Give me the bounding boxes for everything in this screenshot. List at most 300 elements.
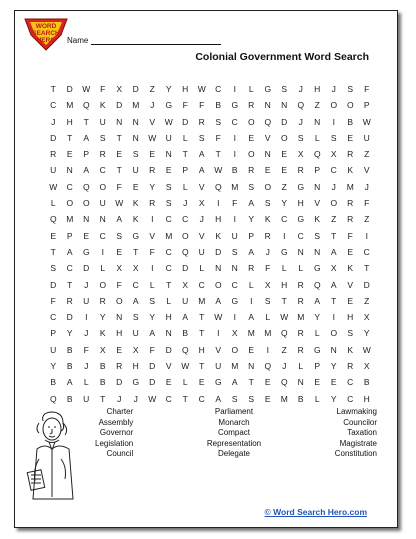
grid-letter: T [67,279,73,290]
grid-letter: R [50,149,57,160]
grid-letter: S [347,328,354,339]
grid-letter: U [83,393,90,404]
grid-letter: E [264,165,271,176]
grid-letter: R [297,328,304,339]
grid-letter: H [281,279,288,290]
grid-letter: E [314,377,321,388]
grid-letter: Q [280,328,288,339]
grid-letter: C [165,246,172,257]
grid-letter: G [132,377,140,388]
grid-letter: F [364,198,370,209]
grid-letter: J [282,361,287,372]
grid-letter: A [83,132,90,143]
grid-letter: K [264,214,271,225]
grid-letter: L [248,84,254,94]
grid-letter: A [116,214,123,225]
grid-letter: G [231,295,239,306]
grid-letter: A [83,165,90,176]
grid-letter: L [314,393,320,404]
grid-letter: I [233,132,236,143]
grid-letter: W [362,116,371,127]
grid-letter: K [99,100,106,111]
grid-letter: N [264,100,271,111]
grid-letter: C [347,377,354,388]
grid-letter: W [49,181,58,192]
grid-letter: X [116,84,123,94]
grid-letter: A [231,377,238,388]
grid-letter: E [330,377,337,388]
grid-letter: C [347,393,354,404]
grid-letter: U [231,230,238,241]
grid-letter: T [116,132,122,143]
grid-letter: E [347,295,354,306]
grid-letter: L [83,377,89,388]
grid-letter: X [198,198,205,209]
grid-letter: O [247,116,255,127]
grid-letter: R [248,263,255,274]
grid-letter: W [181,361,190,372]
grid-letter: C [165,393,172,404]
grid-letter: F [83,344,89,355]
grid-letter: C [231,279,238,290]
grid-letter: I [283,230,286,241]
word-list-item: Charter [106,407,134,416]
wordsearchhero-link[interactable]: © Word Search Hero.com [264,507,367,517]
grid-letter: S [231,393,238,404]
word-list-item: Representation [206,438,262,448]
grid-letter: U [198,246,205,257]
grid-letter: J [84,279,89,290]
grid-letter: I [266,344,269,355]
grid-letter: E [248,344,255,355]
grid-letter: H [363,393,370,404]
grid-letter: Z [314,100,320,111]
grid-letter: A [248,198,255,209]
grid-letter: K [132,198,139,209]
word-list-column-3 [335,407,377,460]
grid-letter: D [165,344,172,355]
grid-letter: A [330,246,337,257]
grid-letter: C [50,312,57,323]
grid-letter: M [264,328,272,339]
grid-letter: S [264,295,271,306]
grid-letter: Y [149,181,156,192]
grid-letter: F [116,181,122,192]
grid-letter: N [297,246,304,257]
grid-letter: R [347,214,354,225]
grid-letter: T [133,246,139,257]
grid-letter: W [82,84,91,94]
grid-letter: E [281,149,288,160]
grid-letter: T [199,361,205,372]
grid-letter: F [50,295,56,306]
grid-letter: F [347,230,353,241]
grid-letter: C [215,84,222,94]
grid-letter: X [132,263,139,274]
grid-letter: J [84,361,89,372]
grid-letter: Z [281,344,287,355]
grid-letter: E [264,377,271,388]
grid-letter: B [363,377,370,388]
grid-letter: F [149,344,155,355]
grid-letter: Y [66,328,73,339]
grid-letter: O [280,132,288,143]
grid-letter: V [165,361,172,372]
grid-letter: I [217,198,220,209]
grid-letter: N [83,214,90,225]
grid-letter: B [347,116,354,127]
grid-letter: O [99,181,107,192]
grid-letter: E [165,165,172,176]
grid-letter: R [248,165,255,176]
grid-letter: T [281,295,287,306]
grid-letter: M [231,361,239,372]
grid-letter: I [151,263,154,274]
grid-letter: S [264,198,271,209]
grid-letter: S [330,132,337,143]
grid-letter: B [182,328,189,339]
grid-letter: Y [330,393,337,404]
grid-letter: Z [364,149,370,160]
grid-letter: E [83,230,90,241]
grid-letter: B [66,344,73,355]
grid-letter: J [364,181,369,192]
grid-letter: Y [363,328,370,339]
grid-letter: G [264,84,272,94]
grid-letter: F [232,198,238,209]
grid-letter: Q [280,377,288,388]
grid-letter: I [233,214,236,225]
grid-letter: U [215,361,222,372]
grid-letter: C [330,165,337,176]
grid-letter: R [116,361,123,372]
grid-letter: T [182,393,188,404]
grid-letter: A [66,377,73,388]
grid-letter: O [214,279,222,290]
grid-letter: E [281,165,288,176]
grid-letter: N [132,132,139,143]
grid-letter: K [347,344,354,355]
grid-letter: B [297,393,304,404]
grid-letter: R [149,165,156,176]
grid-letter: S [347,84,354,94]
grid-letter: C [281,214,288,225]
grid-letter: W [280,312,289,323]
grid-letter: D [50,279,57,290]
worksheet-page [14,10,398,528]
grid-letter: V [314,198,321,209]
grid-letter: V [264,132,271,143]
grid-letter: U [363,132,370,143]
grid-letter: J [331,84,336,94]
grid-letter: T [199,312,205,323]
grid-letter: I [233,149,236,160]
grid-letter: N [132,116,139,127]
grid-letter: W [148,393,157,404]
grid-letter: W [115,198,124,209]
grid-letter: C [198,279,205,290]
grid-letter: X [363,361,370,372]
grid-letter: S [132,312,139,323]
logo-text-hero: HERO [36,37,56,44]
grid-letter: X [116,263,123,274]
word-list-item: Council [106,449,134,459]
grid-letter: G [231,100,239,111]
grid-letter: T [331,230,337,241]
grid-letter: R [149,198,156,209]
grid-letter: U [132,165,139,176]
grid-letter: E [165,377,172,388]
grid-letter: T [116,165,122,176]
grid-letter: S [215,116,222,127]
grid-letter: A [132,295,139,306]
colonial-figure-illustration [25,409,81,505]
grid-letter: A [314,295,321,306]
grid-letter: U [50,165,57,176]
grid-letter: P [83,149,90,160]
grid-letter: Y [248,214,255,225]
grid-letter: R [66,295,73,306]
grid-letter: D [182,116,189,127]
grid-letter: C [50,100,57,111]
grid-letter: J [51,116,56,127]
grid-letter: O [346,100,354,111]
grid-letter: J [298,116,303,127]
grid-letter: V [363,165,370,176]
grid-letter: O [247,149,255,160]
grid-letter: Q [82,100,90,111]
word-list-item: Councilor [343,417,377,427]
grid-letter: S [149,295,156,306]
grid-letter: U [99,116,106,127]
grid-letter: J [117,393,122,404]
word-list-item: Delegate [217,449,250,459]
grid-letter: A [149,328,156,339]
grid-letter: K [132,214,139,225]
grid-letter: Z [149,84,155,94]
grid-letter: F [116,279,122,290]
word-search-hero-logo [21,17,71,51]
grid-letter: G [280,246,288,257]
grid-letter: H [116,328,123,339]
grid-letter: L [182,377,188,388]
grid-letter: O [99,279,107,290]
grid-letter: A [66,246,73,257]
grid-letter: R [99,149,106,160]
grid-letter: Y [99,312,106,323]
grid-letter: V [198,181,205,192]
grid-letter: W [214,165,223,176]
grid-letter: W [148,132,157,143]
grid-letter: O [181,230,189,241]
grid-letter: P [314,361,321,372]
grid-letter: H [314,84,321,94]
grid-letter: V [347,279,354,290]
grid-letter: R [297,344,304,355]
grid-letter: T [364,263,370,274]
grid-letter: N [116,312,123,323]
grid-letter: L [248,279,254,290]
grid-letter: N [281,100,288,111]
grid-letter: D [116,100,123,111]
grid-letter: U [182,295,189,306]
grid-letter: E [198,377,205,388]
grid-letter: D [149,361,156,372]
grid-letter: N [314,181,321,192]
grid-letter: L [182,132,188,143]
grid-letter: Y [50,361,57,372]
grid-letter: N [66,165,73,176]
grid-letter: M [132,100,140,111]
grid-letter: L [199,263,205,274]
grid-letter: L [166,295,172,306]
grid-letter: C [231,116,238,127]
grid-letter: A [330,279,337,290]
grid-letter: X [132,344,139,355]
grid-letter: P [363,100,370,111]
grid-letter: X [330,263,337,274]
grid-letter: T [199,328,205,339]
grid-letter: Q [264,116,272,127]
grid-letter: A [248,312,255,323]
page-title: Colonial Government Word Search [195,51,369,63]
grid-letter: M [247,328,255,339]
grid-letter: X [182,279,189,290]
word-list-column-1 [95,407,133,460]
grid-letter: C [182,214,189,225]
grid-letter: O [231,344,239,355]
name-field [67,35,221,45]
grid-letter: R [264,230,271,241]
grid-letter: F [149,246,155,257]
grid-letter: L [314,328,320,339]
grid-letter: N [330,344,337,355]
word-list-item: Constitution [334,449,377,459]
grid-letter: B [215,100,222,111]
grid-letter: Z [364,295,370,306]
grid-letter: S [99,132,106,143]
grid-letter: G [214,377,222,388]
word-list-item: Magistrate [339,438,377,448]
grid-letter: O [264,181,272,192]
grid-letter: B [66,361,73,372]
grid-letter: N [297,377,304,388]
grid-letter: R [248,100,255,111]
grid-letter: N [314,246,321,257]
grid-letter: X [363,312,370,323]
grid-letter: K [347,165,354,176]
word-list-item: Monarch [218,417,250,427]
grid-letter: Z [281,181,287,192]
grid-letter: O [330,328,338,339]
grid-letter: V [215,344,222,355]
grid-letter: K [314,214,321,225]
grid-letter: X [264,279,271,290]
grid-letter: C [99,165,106,176]
name-blank-line [91,35,221,45]
grid-letter: O [330,198,338,209]
grid-letter: D [50,132,57,143]
grid-letter: R [99,295,106,306]
grid-letter: Y [165,84,172,94]
grid-letter: S [50,263,57,274]
grid-letter: T [83,116,89,127]
grid-letter: U [165,132,172,143]
grid-letter: D [83,263,90,274]
grid-letter: A [198,165,205,176]
grid-letter: E [116,246,123,257]
grid-letter: L [314,132,320,143]
grid-letter: B [66,393,73,404]
name-label: Name [67,36,89,45]
grid-letter: J [265,246,270,257]
grid-letter: Q [264,361,272,372]
grid-letter: S [165,181,172,192]
grid-letter: E [264,393,271,404]
grid-letter: T [50,84,56,94]
grid-letter: M [346,181,354,192]
grid-letter: Q [49,393,57,404]
grid-letter: T [215,149,221,160]
grid-letter: I [151,214,154,225]
word-list-item: Compact [217,428,250,438]
grid-letter: E [50,230,57,241]
grid-letter: D [132,84,139,94]
grid-letter: L [298,263,304,274]
grid-letter: N [165,149,172,160]
grid-letter: E [132,181,139,192]
grid-letter: L [182,181,188,192]
grid-letter: H [182,84,189,94]
grid-letter: Q [313,279,321,290]
word-list-column-2 [207,407,261,460]
grid-letter: M [165,230,173,241]
grid-letter: F [182,100,188,111]
grid-letter: D [66,312,73,323]
grid-letter: V [149,116,156,127]
grid-letter: B [99,377,106,388]
grid-letter: M [231,181,239,192]
grid-letter: X [330,149,337,160]
grid-letter: A [215,393,222,404]
grid-letter: A [182,312,189,323]
grid-letter: Q [181,344,189,355]
grid-letter: E [116,149,123,160]
grid-letter: R [347,198,354,209]
grid-letter: N [99,214,106,225]
grid-letter: S [231,246,238,257]
grid-letter: G [132,230,140,241]
word-list-item: Assembly [98,417,134,427]
grid-letter: F [215,132,221,143]
grid-letter: I [217,328,220,339]
grid-letter: H [297,198,304,209]
grid-letter: L [265,312,271,323]
grid-letter: E [116,344,123,355]
grid-letter: T [331,295,337,306]
grid-letter: F [100,84,106,94]
grid-letter: H [347,312,354,323]
grid-letter: R [347,361,354,372]
grid-letter: T [100,393,106,404]
grid-letter: D [66,84,73,94]
grid-letter: C [99,230,106,241]
grid-letter: M [297,312,305,323]
grid-letter: Q [297,100,305,111]
grid-letter: I [332,116,335,127]
grid-letter: M [198,295,206,306]
grid-letter: S [314,230,321,241]
